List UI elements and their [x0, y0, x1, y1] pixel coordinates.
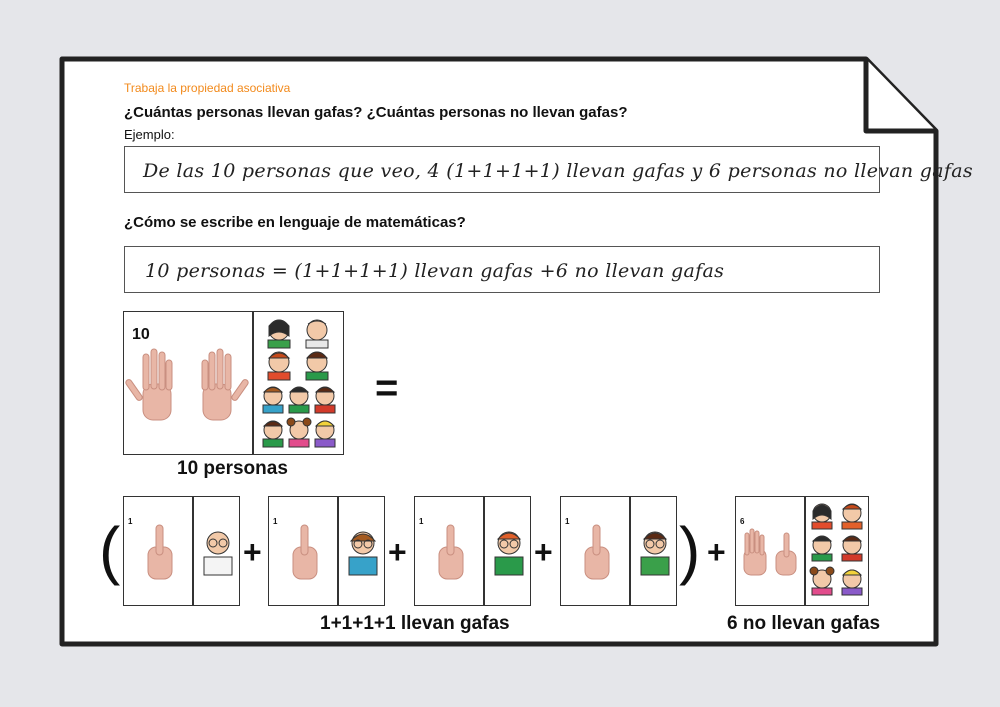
- card-number: 1: [128, 517, 133, 526]
- doctor-glasses-icon: [200, 527, 236, 577]
- close-parenthesis: ): [679, 514, 701, 586]
- example-answer-text: De las 10 personas que veo, 4 (1+1+1+1) llevan gafas y 6 personas no llevan gafas: [143, 160, 973, 182]
- hand-open-icon: [129, 346, 185, 426]
- boy-glasses-icon: [637, 527, 673, 577]
- card-number: 1: [419, 517, 424, 526]
- question-1: ¿Cuántas personas llevan gafas? ¿Cuántas personas no llevan gafas?: [124, 104, 628, 121]
- plus-sign: +: [534, 534, 553, 570]
- people-group-icon: [806, 499, 868, 605]
- ten-people-card: [123, 311, 344, 455]
- worksheet-subtitle: Trabaja la propiedad asociativa: [124, 81, 291, 95]
- open-parenthesis: (: [99, 514, 121, 586]
- people-group-icon: [259, 316, 339, 452]
- hand-one-finger-icon: [140, 521, 180, 583]
- girl-glasses-icon: [345, 527, 381, 577]
- glasses-sum-label: 1+1+1+1 llevan gafas: [320, 613, 510, 634]
- one-glasses-card: [268, 496, 385, 606]
- hand-one-finger-icon: [285, 521, 325, 583]
- plus-sign: +: [243, 534, 262, 570]
- ten-people-label: 10 personas: [177, 458, 288, 479]
- one-glasses-card: [414, 496, 531, 606]
- math-answer-box: [124, 246, 880, 293]
- no-glasses-label: 6 no llevan gafas: [727, 613, 881, 634]
- plus-sign: +: [388, 534, 407, 570]
- example-answer-box: [124, 146, 973, 193]
- six-no-glasses-card: [735, 496, 869, 606]
- example-label: Ejemplo:: [124, 127, 175, 142]
- question-2: ¿Cómo se escribe en lenguaje de matemáticas?: [124, 214, 466, 231]
- plus-sign: +: [707, 534, 726, 570]
- hand-open-icon: [189, 346, 245, 426]
- hand-one-finger-icon: [577, 521, 617, 583]
- equals-sign: =: [375, 366, 399, 410]
- one-glasses-card: [560, 496, 677, 606]
- hand-one-finger-icon: [431, 521, 471, 583]
- boy-glasses-icon: [491, 527, 527, 577]
- card-number: 1: [273, 517, 278, 526]
- ten-number: 10: [132, 326, 150, 343]
- card-number: 1: [565, 517, 570, 526]
- card-number: 6: [740, 517, 745, 526]
- one-glasses-card: [123, 496, 240, 606]
- math-answer-text: 10 personas = (1+1+1+1) llevan gafas +6 no llevan gafas: [145, 260, 725, 282]
- hand-six-fingers-icon: [740, 527, 800, 579]
